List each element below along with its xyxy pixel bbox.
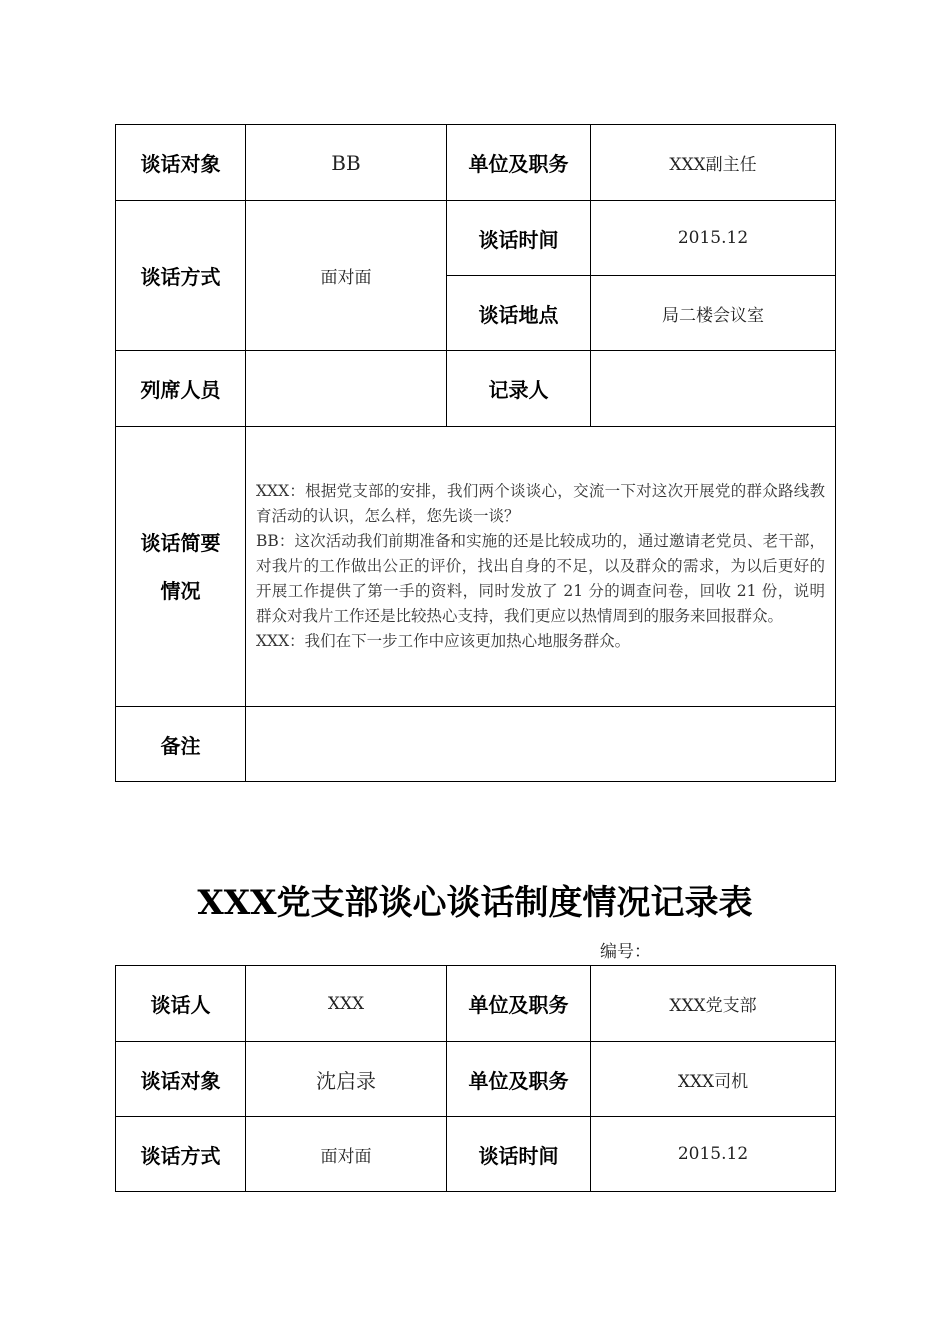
summary-paragraph: BB：这次活动我们前期准备和实施的还是比较成功的，通过邀请老党员、老干部，对我片的工作做出公正的评价，找出自身的不足，以及群众的需求，为以后更好的开展工作提供了第一手的资料，同时发放了 21 分的调查问卷，回收 21 份，说明群众对我片工作还是比较热心支持，我们更应以热情周到的服务来回报群众。 [256,532,825,625]
serial-number-label: 编号： [600,942,651,962]
unit1-value: XXX党支部 [591,966,836,1042]
time-label: 谈话时间 [447,201,591,276]
time2-value: 2015.12 [591,1117,836,1192]
unit2-value: XXX司机 [591,1042,836,1117]
time2-label: 谈话时间 [447,1117,591,1192]
talk-record-table-2 [115,965,836,1192]
attendees-label: 列席人员 [116,351,246,427]
time-value: 2015.12 [591,201,836,276]
speaker-label: 谈话人 [116,966,246,1042]
remarks-label: 备注 [116,707,246,782]
unit2-label: 单位及职务 [447,1042,591,1117]
target-value: BB [246,125,447,201]
method2-label: 谈话方式 [116,1117,246,1192]
recorder-value [591,351,836,427]
place-value: 局二楼会议室 [591,276,836,351]
method-label: 谈话方式 [116,201,246,351]
recorder-label: 记录人 [447,351,591,427]
summary-label-line1: 谈话简要 [140,530,221,555]
summary-paragraph: XXX：根据党支部的安排，我们两个谈谈心，交流一下对这次开展党的群众路线教育活动的认识，怎么样，您先谈一谈？ [256,482,825,525]
speaker-value: XXX [246,966,447,1042]
target-label: 谈话对象 [116,125,246,201]
target2-label: 谈话对象 [116,1042,246,1117]
unit1-label: 单位及职务 [447,966,591,1042]
summary-paragraph: XXX：我们在下一步工作中应该更加热心地服务群众。 [256,632,631,650]
method-value: 面对面 [246,201,447,351]
unit-label: 单位及职务 [447,125,591,201]
target2-value: 沈启录 [246,1042,447,1117]
form-title: XXX党支部谈心谈话制度情况记录表 [197,883,753,923]
unit-value: XXX副主任 [591,125,836,201]
summary-content [246,427,836,707]
remarks-value [246,707,836,782]
attendees-value [246,351,447,427]
place-label: 谈话地点 [447,276,591,351]
talk-record-table-1 [115,124,836,782]
summary-label-line2: 情况 [160,578,201,603]
method2-value: 面对面 [246,1117,447,1192]
summary-label [116,427,246,707]
